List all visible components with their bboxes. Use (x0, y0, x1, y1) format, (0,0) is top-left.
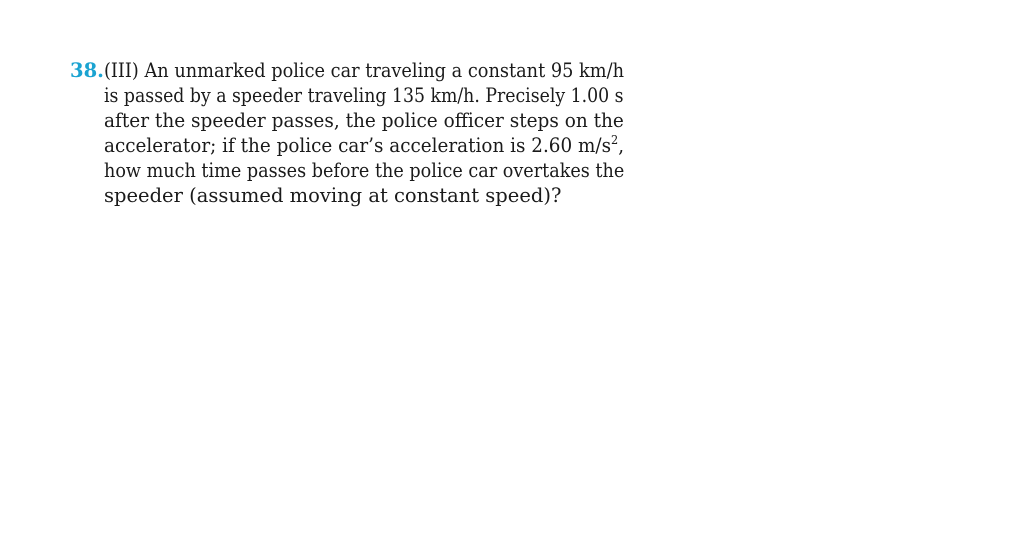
problem-line-6: speeder (assumed moving at constant speed)? (104, 184, 562, 207)
problem-block (70, 58, 626, 208)
problem-number-text: 38. (70, 59, 104, 82)
problem-number (70, 58, 102, 83)
problem-line-4-tail: , (618, 134, 625, 157)
problem-line-5: how much time passes before the police car overtakes the (104, 159, 625, 182)
problem-line-1: (III) An unmarked police car traveling a constant 95 km/h (104, 59, 624, 82)
problem-text (104, 58, 626, 208)
exponent: 2 (611, 132, 619, 147)
problem-line-4 (104, 132, 625, 158)
problem-line-3: after the speeder passes, the police officer steps on the (104, 109, 624, 132)
problem-line-2: is passed by a speeder traveling 135 km/h. Precisely 1.00 s (104, 84, 624, 107)
problem-line-4-text: accelerator; if the police car’s acceleration is 2.60 m/s (104, 134, 612, 157)
